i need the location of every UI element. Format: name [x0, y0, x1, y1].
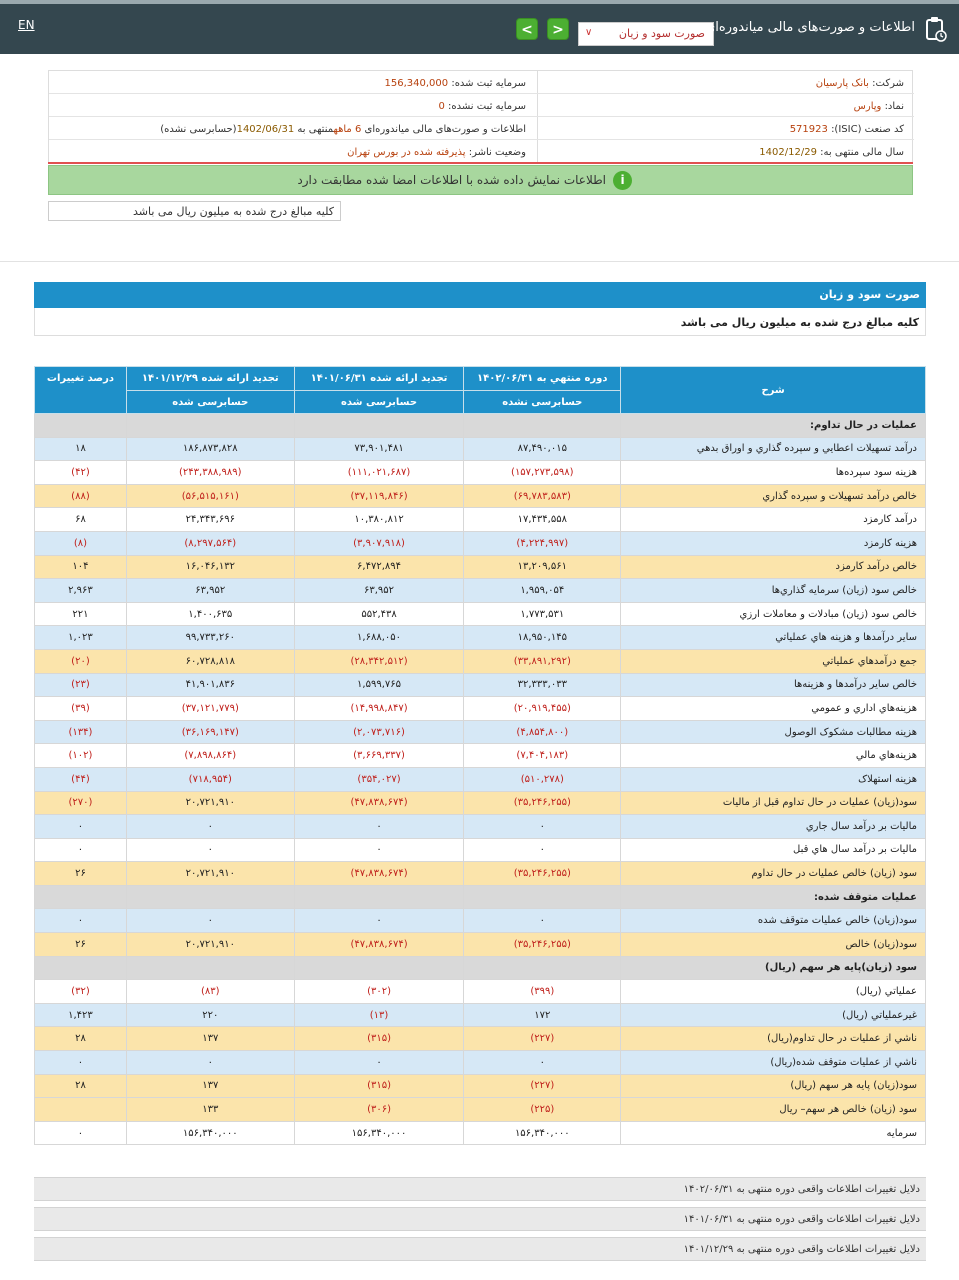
row-value: (۳۵۴,۰۲۷): [294, 767, 464, 791]
row-value: ۰: [35, 1051, 127, 1075]
period-text: اطلاعات و صورت‌های مالی میاندوره‌ای: [364, 124, 526, 135]
row-value: ۴۱,۹۰۱,۸۳۶: [126, 673, 294, 697]
row-value: (۲۰): [35, 649, 127, 673]
row-label: ساير درآمدها و هزينه هاي عملياتي: [621, 626, 926, 650]
row-label: ماليات بر درآمد سال هاي قبل: [621, 838, 926, 862]
period-status: (حسابرسی نشده): [160, 124, 237, 135]
row-value: ۷۳,۹۰۱,۴۸۱: [294, 437, 464, 461]
table-row: [35, 649, 926, 673]
table-row: [35, 838, 926, 862]
unreg-capital-cell: [438, 94, 526, 117]
row-value: (۳۱۵): [294, 1074, 464, 1098]
row-label: هزينه کارمزد: [621, 531, 926, 555]
info-row: [49, 94, 914, 117]
row-value: [35, 885, 127, 909]
row-value: (۴,۸۵۴,۸۰۰): [464, 720, 621, 744]
table-row: [35, 815, 926, 839]
fiscal-cell: [759, 140, 904, 163]
table-row: [35, 461, 926, 485]
row-value: (۱۱۱,۰۲۱,۶۸۷): [294, 461, 464, 485]
company-cell: [816, 71, 904, 94]
row-value: ۱۵۶,۳۴۰,۰۰۰: [464, 1121, 621, 1145]
row-value: (۳۹): [35, 697, 127, 721]
table-body: [35, 414, 926, 1145]
isic-cell: [790, 117, 904, 140]
row-value: (۲۲۵): [464, 1098, 621, 1122]
row-value: [294, 956, 464, 980]
row-value: [126, 414, 294, 438]
row-value: ۱۳,۲۰۹,۵۶۱: [464, 555, 621, 579]
row-label: خالص درآمد تسهيلات و سپرده گذاري: [621, 484, 926, 508]
verification-text: اطلاعات نمایش داده شده با اطلاعات امضا شده مطابقت دارد: [297, 173, 606, 187]
table-row: [35, 744, 926, 768]
row-value: (۲۰,۹۱۹,۴۵۵): [464, 697, 621, 721]
table-row: [35, 862, 926, 886]
table-row: [35, 1098, 926, 1122]
divider: [0, 261, 959, 262]
row-value: ۱۷,۴۳۴,۵۵۸: [464, 508, 621, 532]
fiscal-label: سال مالی منتهی به:: [820, 147, 904, 158]
row-value: ۱۶,۰۴۶,۱۳۲: [126, 555, 294, 579]
table-row: [35, 1051, 926, 1075]
issuer-label: وضعیت ناشر:: [468, 147, 526, 158]
company-label: شرکت:: [872, 78, 904, 89]
row-value: (۴۷,۸۳۸,۶۷۴): [294, 791, 464, 815]
table-row: [35, 626, 926, 650]
row-value: (۲۲۷): [464, 1027, 621, 1051]
row-value: ۰: [126, 838, 294, 862]
row-value: ۰: [464, 909, 621, 933]
isic-label: کد صنعت (ISIC):: [831, 124, 904, 135]
row-value: [294, 414, 464, 438]
header-description: شرح: [621, 367, 926, 414]
row-value: (۳۰۲): [294, 980, 464, 1004]
row-label: جمع درآمدهاي عملياتي: [621, 649, 926, 673]
company-info: [48, 70, 913, 163]
row-value: ۱,۴۰۰,۶۳۵: [126, 602, 294, 626]
page-title: اطلاعات و صورت‌های مالی میاندوره‌ای: [705, 20, 915, 35]
units-note: کلیه مبالغ درج شده به میلیون ریال می باشد: [48, 201, 341, 221]
table-row: [35, 1121, 926, 1145]
symbol-cell: [854, 94, 904, 117]
row-value: ۶۳,۹۵۲: [126, 579, 294, 603]
row-value: ۲,۹۶۳: [35, 579, 127, 603]
table-row: [35, 555, 926, 579]
info-row: [49, 117, 914, 140]
row-value: (۱۵۷,۲۷۳,۵۹۸): [464, 461, 621, 485]
unreg-capital-label: سرمایه ثبت نشده:: [448, 101, 526, 112]
row-value: ۲۴,۳۴۳,۶۹۶: [126, 508, 294, 532]
row-label: سود (زيان) خالص هر سهم– ريال: [621, 1098, 926, 1122]
row-value: [464, 956, 621, 980]
row-label: هزينه سود سپرده‌ها: [621, 461, 926, 485]
row-label: خالص سود (زيان) سرمايه گذاري‌ها: [621, 579, 926, 603]
row-value: [464, 414, 621, 438]
row-value: [35, 1098, 127, 1122]
row-value: (۸,۲۹۷,۵۶۴): [126, 531, 294, 555]
section-title: صورت سود و زیان: [34, 282, 926, 308]
row-value: [464, 885, 621, 909]
top-header: [0, 0, 959, 54]
row-label: عمليات در حال تداوم:: [621, 414, 926, 438]
row-value: ۶۸: [35, 508, 127, 532]
row-value: (۱۴,۹۹۸,۸۴۷): [294, 697, 464, 721]
row-value: [294, 885, 464, 909]
row-value: [126, 885, 294, 909]
row-value: ۲۸: [35, 1027, 127, 1051]
table-row: [35, 484, 926, 508]
row-value: (۷,۸۹۸,۸۶۴): [126, 744, 294, 768]
row-value: ۰: [294, 909, 464, 933]
row-value: (۱۰۲): [35, 744, 127, 768]
table-row: [35, 956, 926, 980]
header-col: تجدید ارائه شده ۱۴۰۱/۱۲/۲۹: [126, 367, 294, 391]
row-value: ۹۹,۷۳۳,۲۶۰: [126, 626, 294, 650]
row-value: ۰: [294, 838, 464, 862]
language-link[interactable]: EN: [18, 18, 35, 32]
row-value: (۲۷۰): [35, 791, 127, 815]
capital-label: سرمایه ثبت شده:: [451, 78, 526, 89]
row-value: ۰: [126, 815, 294, 839]
row-value: (۳۰۶): [294, 1098, 464, 1122]
header-col: تجدید ارائه شده ۱۴۰۱/۰۶/۳۱: [294, 367, 464, 391]
row-value: ۰: [35, 838, 127, 862]
row-value: ۵۵۲,۴۳۸: [294, 602, 464, 626]
statement-select-value: صورت سود و زیان: [618, 27, 705, 40]
capital-value: 156,340,000: [384, 78, 449, 89]
row-value: ۰: [464, 1051, 621, 1075]
info-row: [49, 140, 914, 163]
next-button[interactable]: >: [547, 18, 569, 40]
row-value: (۴۷,۸۳۸,۶۷۴): [294, 862, 464, 886]
row-value: ۱,۰۲۳: [35, 626, 127, 650]
row-value: (۳,۶۶۹,۳۳۷): [294, 744, 464, 768]
row-value: ۲۲۱: [35, 602, 127, 626]
row-value: ۱۳۳: [126, 1098, 294, 1122]
row-value: ۱۵۶,۳۴۰,۰۰۰: [126, 1121, 294, 1145]
row-value: (۴,۲۲۴,۹۹۷): [464, 531, 621, 555]
row-value: ۲۲۰: [126, 1003, 294, 1027]
subheader-col: حسابرسی شده: [294, 391, 464, 414]
chevron-down-icon: ∨: [585, 27, 593, 38]
row-value: (۲۲۷): [464, 1074, 621, 1098]
row-value: ۱,۴۲۳: [35, 1003, 127, 1027]
row-label: عمليات متوقف شده:: [621, 885, 926, 909]
row-value: (۳۷,۱۲۱,۷۷۹): [126, 697, 294, 721]
income-statement-table: [34, 366, 926, 1145]
info-icon: i: [613, 171, 632, 190]
table-row: [35, 791, 926, 815]
row-value: ۰: [35, 1121, 127, 1145]
row-value: (۷۱۸,۹۵۴): [126, 767, 294, 791]
capital-cell: [385, 71, 526, 94]
period-cell: [160, 117, 526, 140]
table-row: [35, 1003, 926, 1027]
row-value: ۱۸۶,۸۷۳,۸۲۸: [126, 437, 294, 461]
period-date: 1402/06/31: [236, 124, 295, 135]
table-row: [35, 767, 926, 791]
row-value: (۸۸): [35, 484, 127, 508]
row-value: ۰: [35, 815, 127, 839]
row-value: ۱,۵۹۹,۷۶۵: [294, 673, 464, 697]
row-label: درآمد کارمزد: [621, 508, 926, 532]
row-label: هزينه‌هاي اداري و عمومي: [621, 697, 926, 721]
row-value: (۸): [35, 531, 127, 555]
row-value: [126, 956, 294, 980]
table-row: [35, 909, 926, 933]
row-value: (۳۵,۲۴۶,۲۵۵): [464, 933, 621, 957]
row-value: ۶۳,۹۵۲: [294, 579, 464, 603]
table-row: [35, 1027, 926, 1051]
row-value: ۲۰,۷۲۱,۹۱۰: [126, 933, 294, 957]
change-reasons-link[interactable]: دلایل تغییرات اطلاعات واقعی دوره منتهی به ۱۴۰۱/۰۶/۳۱: [34, 1207, 926, 1231]
row-value: (۳۲): [35, 980, 127, 1004]
row-value: (۲,۰۷۳,۷۱۶): [294, 720, 464, 744]
row-value: ۱۷۲: [464, 1003, 621, 1027]
row-value: ۱,۹۵۹,۰۵۴: [464, 579, 621, 603]
row-label: ناشي از عمليات در حال تداوم(ريال): [621, 1027, 926, 1051]
subheader-col: حسابرسی نشده: [464, 391, 621, 414]
header-change: درصد تغییرات: [35, 367, 127, 414]
row-value: ۰: [464, 815, 621, 839]
row-value: (۲۸,۳۴۲,۵۱۲): [294, 649, 464, 673]
table-row: [35, 602, 926, 626]
table-row: [35, 933, 926, 957]
fiscal-value: 1402/12/29: [759, 147, 817, 158]
row-value: ۲۶: [35, 862, 127, 886]
table-row: [35, 579, 926, 603]
row-value: ۲۰,۷۲۱,۹۱۰: [126, 862, 294, 886]
row-value: ۰: [126, 909, 294, 933]
row-value: (۱۳۴): [35, 720, 127, 744]
row-value: ۱۳۷: [126, 1074, 294, 1098]
table-row: [35, 508, 926, 532]
row-value: (۴۷,۸۳۸,۶۷۴): [294, 933, 464, 957]
row-value: ۱۸,۹۵۰,۱۴۵: [464, 626, 621, 650]
change-reasons-link[interactable]: دلایل تغییرات اطلاعات واقعی دوره منتهی به ۱۴۰۱/۱۲/۲۹: [34, 1237, 926, 1261]
divider: [48, 162, 913, 164]
row-label: سود(زيان) خالص: [621, 933, 926, 957]
row-value: ۰: [294, 1051, 464, 1075]
row-value: ۱,۶۸۸,۰۵۰: [294, 626, 464, 650]
statement-select[interactable]: [578, 22, 714, 46]
row-label: هزينه‌هاي مالي: [621, 744, 926, 768]
table-row: [35, 1074, 926, 1098]
row-value: (۶۹,۷۸۳,۵۸۳): [464, 484, 621, 508]
row-value: ۲۸: [35, 1074, 127, 1098]
row-value: (۲۳): [35, 673, 127, 697]
row-value: [35, 414, 127, 438]
row-label: سود(زيان) عمليات در حال تداوم قبل از ماليات: [621, 791, 926, 815]
prev-button[interactable]: <: [516, 18, 538, 40]
row-value: [35, 956, 127, 980]
row-value: (۴۲): [35, 461, 127, 485]
row-label: خالص سود (زيان) مبادلات و معاملات ارزي: [621, 602, 926, 626]
table-row: [35, 437, 926, 461]
header-col: دوره منتهي به ۱۴۰۲/۰۶/۳۱: [464, 367, 621, 391]
row-value: (۳,۹۰۷,۹۱۸): [294, 531, 464, 555]
row-value: ۰: [464, 838, 621, 862]
row-value: ۱۰۴: [35, 555, 127, 579]
period-text-b: منتهی به: [297, 124, 334, 135]
change-reasons-link[interactable]: دلایل تغییرات اطلاعات واقعی دوره منتهی به ۱۴۰۲/۰۶/۳۱: [34, 1177, 926, 1201]
company-value: بانک پارسیان: [815, 78, 869, 89]
symbol-label: نماد:: [884, 101, 904, 112]
row-value: (۷,۴۰۴,۱۸۳): [464, 744, 621, 768]
row-value: (۳۶,۱۶۹,۱۴۷): [126, 720, 294, 744]
table-row: [35, 673, 926, 697]
row-value: (۵۶,۵۱۵,۱۶۱): [126, 484, 294, 508]
row-value: (۳۱۵): [294, 1027, 464, 1051]
row-value: ۱۸: [35, 437, 127, 461]
row-value: (۳۵,۲۴۶,۲۵۵): [464, 791, 621, 815]
symbol-value: وپارس: [853, 101, 882, 112]
row-value: (۳۳,۸۹۱,۲۹۲): [464, 649, 621, 673]
row-label: سود (زيان) خالص عمليات در حال تداوم: [621, 862, 926, 886]
table-row: [35, 414, 926, 438]
row-value: ۰: [294, 815, 464, 839]
table-row: [35, 885, 926, 909]
row-value: (۳۹۹): [464, 980, 621, 1004]
row-label: سرمايه: [621, 1121, 926, 1145]
row-value: ۱۰,۳۸۰,۸۱۲: [294, 508, 464, 532]
unreg-capital-value: 0: [438, 101, 445, 112]
table-row: [35, 531, 926, 555]
row-value: ۰: [35, 909, 127, 933]
row-label: سود (زيان)پايه هر سهم (ريال): [621, 956, 926, 980]
row-value: (۸۳): [126, 980, 294, 1004]
row-value: ۰: [126, 1051, 294, 1075]
row-label: درآمد تسهيلات اعطايي و سپرده گذاري و اوراق بدهي: [621, 437, 926, 461]
row-value: ۶۰,۷۲۸,۸۱۸: [126, 649, 294, 673]
row-value: ۲۶: [35, 933, 127, 957]
row-value: (۴۴): [35, 767, 127, 791]
row-label: غيرعملياتي (ريال): [621, 1003, 926, 1027]
row-value: ۱۳۷: [126, 1027, 294, 1051]
subheader-col: حسابرسی شده: [126, 391, 294, 414]
row-label: خالص ساير درآمدها و هزينه‌ها: [621, 673, 926, 697]
table-row: [35, 697, 926, 721]
row-value: (۱۳): [294, 1003, 464, 1027]
issuer-cell: [347, 140, 526, 163]
issuer-value: پذیرفته شده در بورس تهران: [347, 147, 466, 158]
section-note: کلیه مبالغ درج شده به میلیون ریال می باشد: [34, 308, 926, 336]
row-value: (۳۷,۱۱۹,۸۴۶): [294, 484, 464, 508]
verification-banner: [48, 165, 913, 195]
row-label: سود(زيان) پايه هر سهم (ريال): [621, 1074, 926, 1098]
row-label: سود(زيان) خالص عمليات متوقف شده: [621, 909, 926, 933]
info-row: [49, 71, 914, 94]
row-label: ناشي از عمليات متوقف شده(ريال): [621, 1051, 926, 1075]
row-value: (۳۵,۲۴۶,۲۵۵): [464, 862, 621, 886]
row-label: هزينه استهلاک: [621, 767, 926, 791]
row-value: (۵۱۰,۲۷۸): [464, 767, 621, 791]
row-value: ۳۲,۳۳۳,۰۳۳: [464, 673, 621, 697]
row-label: هزينه مطالبات مشکوک الوصول: [621, 720, 926, 744]
row-label: عملياتي (ريال): [621, 980, 926, 1004]
row-value: ۱,۷۷۳,۵۳۱: [464, 602, 621, 626]
table-row: [35, 720, 926, 744]
row-value: (۲۴۳,۳۸۸,۹۸۹): [126, 461, 294, 485]
row-value: ۲۰,۷۲۱,۹۱۰: [126, 791, 294, 815]
row-label: خالص درآمد کارمزد: [621, 555, 926, 579]
clipboard-icon: [925, 16, 947, 42]
row-value: ۱۵۶,۳۴۰,۰۰۰: [294, 1121, 464, 1145]
row-label: ماليات بر درآمد سال جاري: [621, 815, 926, 839]
period-months: 6 ماهه: [333, 124, 362, 135]
row-value: ۸۷,۴۹۰,۰۱۵: [464, 437, 621, 461]
isic-value: 571923: [789, 124, 828, 135]
table-row: [35, 980, 926, 1004]
row-value: ۶,۴۷۲,۸۹۴: [294, 555, 464, 579]
